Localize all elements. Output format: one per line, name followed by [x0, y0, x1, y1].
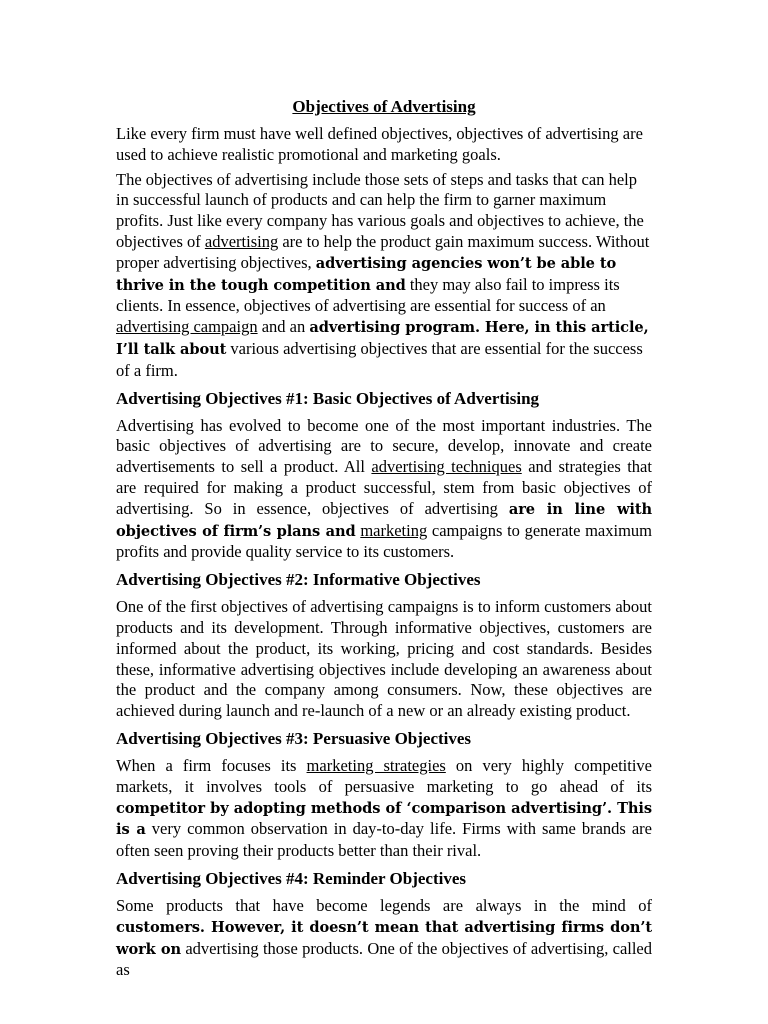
section-heading-persuasive: Advertising Objectives #3: Persuasive Objectives [116, 728, 472, 748]
bold-text-run: advertising program. Here, in this article, I’ll talk about [116, 319, 649, 358]
intro-paragraph-2 [116, 170, 652, 382]
text-run: campaigns to generate maximum profits and provide quality service to its customers. [116, 520, 653, 562]
section-heading-basic: Advertising Objectives #1: Basic Objectives of Advertising [116, 388, 540, 408]
text-run: Some products that have become legends are always in the mind of [116, 895, 652, 915]
intro-paragraph-1: Like every firm must have well defined objectives, objectives of advertising are used to achieve realistic promotional and marketing goals. [116, 124, 643, 164]
text-run: When a firm focuses its [116, 755, 307, 775]
section-paragraph-basic [116, 416, 652, 564]
marketing-strategies-link[interactable]: marketing strategies [306, 755, 446, 775]
text-run: and an [257, 317, 310, 337]
bold-text-run: competitor by adopting methods of ‘comparison advertising’. This is a [116, 799, 652, 839]
document-page [116, 96, 652, 985]
text-run: various advertising objectives that are essential for the success of a firm. [116, 338, 643, 380]
advertising-techniques-link[interactable]: advertising techniques [371, 457, 522, 477]
advertising-campaign-link[interactable]: advertising campaign [116, 317, 258, 337]
bold-text-run: advertising agencies won’t be able to thrive in the tough competition and [116, 254, 617, 294]
section-heading-informative: Advertising Objectives #2: Informative Objectives [116, 570, 481, 590]
section-paragraph-informative: One of the first objectives of advertising campaigns is to inform customers about products and its development. Through informative objectives, customers are informed about the product, its working, pricing and cost standards. Besides these, informative advertising objectives include developing an awareness about the product and the company among consumers. Now, these objectives are achieved during launch and re-launch of a new or an already existing product. [116, 597, 652, 721]
advertising-link[interactable]: advertising [204, 231, 279, 251]
section-heading-reminder: Advertising Objectives #4: Reminder Objectives [116, 868, 467, 888]
section-paragraph-reminder [116, 896, 652, 981]
bold-text-run: are in line with objectives of firm’s plans and [116, 500, 652, 540]
bold-text-run: customers. However, it doesn’t mean that advertising firms don’t work on [116, 918, 652, 958]
text-run: very common observation in day-to-day life. Firms with same brands are often seen proving their products better than their rival. [116, 819, 652, 861]
section-paragraph-persuasive [116, 756, 652, 862]
text-run: advertising those products. One of the objectives of advertising, called as [116, 938, 653, 980]
text-run: on very highly competitive markets, it involves tools of persuasive marketing to go ahead of its [116, 755, 652, 796]
text-run: they may also fail to impress its clients. In essence, objectives of advertising are essential for success of an [116, 274, 620, 316]
text-run: Advertising has evolved to become one of the most important industries. The basic objectives of advertising are to secure, develop, innovate and create advertisements to sell a product. All [116, 415, 652, 477]
text-run: The objectives of advertising include those sets of steps and tasks that can help in successful launch of products and can help the firm to garner maximum profits. Just like every company has various goals and objectives to achieve, the objectives of [116, 169, 644, 251]
text-run: and strategies that are required for making a product successful, stem from basic objectives of advertising. So in essence, objectives of advertising [116, 457, 652, 518]
page-title: Objectives of Advertising [292, 97, 476, 116]
text-run: are to help the product gain maximum success. Without proper advertising objectives, [116, 231, 650, 272]
marketing-link[interactable]: marketing [360, 520, 428, 540]
